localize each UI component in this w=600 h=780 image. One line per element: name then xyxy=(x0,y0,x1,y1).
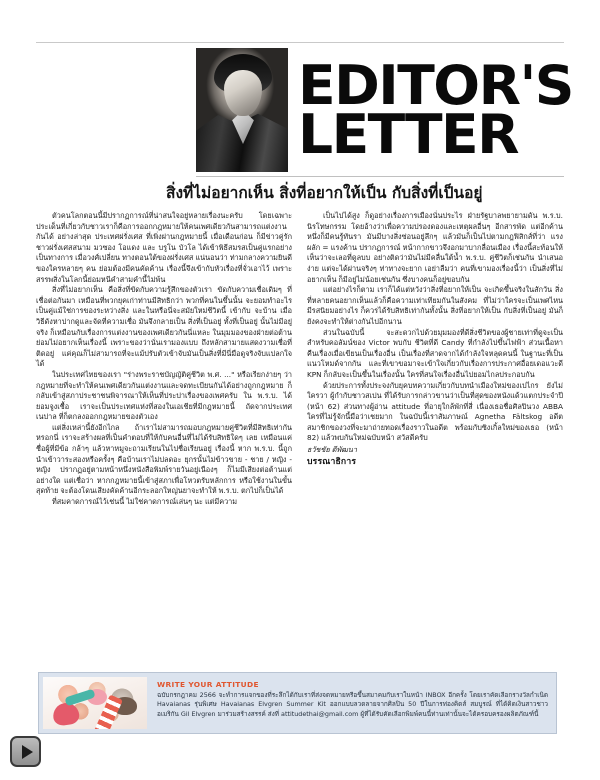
editor-portrait-image xyxy=(196,48,288,172)
paragraph: ด้วยประการทั้งประจงกับยุคบทความเกี่ยวกับบทนำเมืองใหม่ของเปไกร ยังไม่ใครวา ผู้กำกับชาวสเปน ที่ได้รับการกล่าวขานว่าเป็นที่สุดของหนังแด้วแตกประจำปี (หน้า 62) ส่วนทางผู้อ่าน attitude ที่อายุใกล้พักที่สี่ เนื่องเธอชื่อศิลปินวง ABBA ใครที่ไม่รู้จักนี้มือว่าเชยมาก ในฉบับนี้เราสัมภาษณ์ Agnetha Fältskog อดีตสมาชิกของวงที่จะมาถ่ายทอดเรื่องราวในอดีต พร้อมกับซิงเกิ้ลใหม่ของเธอ (หน้า 82) แล้วพบกันใหม่ฉบับหน้า สวัสดีครับ xyxy=(307,380,563,443)
masthead-title xyxy=(288,48,573,172)
paragraph: แต่อย่างไรก็ตาม เราก็ได้แต่หวังว่าสิ่งที่อยากให้เป็น จะเกิดขึ้นจริงในสักวัน สิ่งที่หลายคนอยากเห็นแล้วก็คือความเท่าเทียมกันในสังคม ที่ไม่ว่าใครจะเป็นเพศไหน มีรสนิยมอย่างไร ก็ควรได้รับสิทธิเท่ากันทั้งนั้น สิ่งที่อยากให้เป็น กับสิ่งที่เป็นอยู่ มันก็ยังคงจะทำให้ต่างกันไปอีกนาน xyxy=(307,285,563,326)
paragraph: ในประเทศไทยของเรา "ร่างพระราชบัญญัติคู่ชีวิต พ.ศ. ..." หรือเรียกง่ายๆ ว่า กฎหมายที่จะทำให้คนเพศเดียวกันแต่งงานและจดทะเบียนกันได้อย่างถูกกฎหมาย ก็กลับเข้าสู่สภาประชาชนพิจารณาให้เห็นที่ประปาเรื่องของเพศครับ ใน พ.ร.บ. ได้ยอมจูงเชื้อ เราจะเป็นประเทศแห่งที่สองในเอเชียที่มีกฎหมายนี้ ถัดจากประเทศเนปาล ที่ก็ตกลงออกกฎหมายของตัวเอง xyxy=(36,369,292,422)
paragraph: ตัวคนโลกตอนนี้มีปรากฏการณ์ที่น่าสนใจอยู่หลายเรื่องนะครับ โดยเฉพาะประเด็นที่เกี่ยวกับชาวเราก็คือการออกกฎหมายให้คนเพศเดียวกันสามารถแต่งงานกันได้ อย่างล่าสุด ประเทศฝรั่งเศส ที่เพิ่งผ่านกฎหมายนี้ เมื่อเดือนก่อน ก็มีข่าวคู่รักชาวฝรั่งเศสสนาม มวซอง โอแดง และ บรูโน บัวโล ได้เข้าพิธีสมรสเป็นคู่แรกอย่างเป็นทางการ เมื่อวงศ์เปลี่ยน ทางตอนใต้ของฝรั่งเศส แน่นอนว่า ท่ามกลางความยินดีของใครหลายๆ คน ย่อมต้องมีคนคัดค้าน เรื่องนี้จึงเข้ากับหัวเรื่องที่จั่วเอาไว้ เพราะสรรพสิ่งในโลกนี้ย่อมหนีคำสามคำนี้ไม่พ้น xyxy=(36,211,292,284)
advert-thumbnail xyxy=(43,677,147,729)
headline-divider xyxy=(196,176,564,177)
advert-body: ฉบับกรกฎาคม 2566 จะทำการแจกของที่ระลึกได้กับเราที่ส่งจดหมายหรือขึ้นสมาคมกับเราในหน้า INBOX อีกครั้ง โดยเราคัดเลือกรางวัลกำเนิด Havaianas รุ่นพิเศษ Havaianas Elvgren Summer Kit ออกแบบลวดลายจากศิลปิน 50 ปีในการท่องคิดส์ สมบูรณ์ ที่ได้คิดเงินสาวชาวอเมริกัน Gil Elvgren มาร่วมสร้างสรรค์ ส่งที่ attitudethai@gmail.com ผู้ที่ได้รับคัดเลือกพิมพ์คนนี้ท่านเท่านั้นจะได้ครอบครองผลิตภัณฑ์นี้ xyxy=(157,691,548,718)
top-divider xyxy=(36,42,564,43)
author-role: บรรณาธิการ xyxy=(307,456,357,467)
author-signature: ธวัชชัย ดีพัฒนา xyxy=(307,445,357,455)
paragraph: ที่สมคาดการณ์ไว้เช่นนี้ ไม่ใช่คาดการณ์เล่นๆ นะ แต่มีความ xyxy=(52,497,238,507)
article-body xyxy=(36,211,564,651)
masthead-title-line-1: EDITOR'S xyxy=(298,53,573,117)
paragraph: สิ่งที่ไม่อยากเห็น คือสิ่งที่ขัดกับความรู้สึกของตัวเรา ขัดกับความเชื่อเดิมๆ ที่เชื่อต่อกันมา เหมือนที่พวกยุคเก่าท่านมีสิทธิกว่า พวกที่คนในขึ้นนั้น จะยอมทำอะไรเป็นคู่แม้ใช่การของระหว่างสิ่ง และในหรือนี่จะสมัยใหม่ชีวิตนี้ เข้ากับ จะบ้าน เมื่อวิธีดังหาปากดูและจัดที่ความเชื่อ มันจึงกลายเป็น สิ่งที่เป็นอยู่ ทั้งที่เป็นอยู่ นั้นไม่มีอยู่จริง ก็เหมือนกับเรื่องการแต่งงานของเพศเดียวกันนี่แหละ ในมุมมองของฝ่ายต่อต้านย่อมไม่อยากเห็นเรื่องนี้ เพราะของว่านั่นเรามองแบบ ถึงหลักสามายแสดงวามเชื่อที่ติดอยู่ แค่คุณก็ไม่สามารถที่จะแม้ปรับตัวเข้าจับมันเป็นสิ่งที่มีนี่มือดูจริงจับแปลกใจได้ xyxy=(36,285,292,369)
advert-text xyxy=(147,677,552,729)
play-button[interactable] xyxy=(10,736,41,767)
article-headline: สิ่งที่ไม่อยากเห็น สิ่งที่อยากให้เป็น กับสิ่งที่เป็นอยู่ xyxy=(166,184,483,202)
viewer-control-bar xyxy=(0,742,600,780)
advert-box[interactable] xyxy=(38,672,557,734)
paragraph: แต่สิ่งเหล่านี้ยังอีกไกล ถ้าเราไม่สามารถมอบกฎหมายคู่ชีวิตที่มีสิทธิเท่ากัน หรอกนี่ เราจะสร้างผลที่เป็นคำตอบที่ให้กับคนอื่นที่ไม่ได้รับสิทธิใดๆ เลย เหมือนแค่ชื่อผู้ที่มีข้อ กล้าๆ แล้วหาหมูจะถามเรียนในไปชื่อเรียนอยู่ เรื่องนี้ หาก พ.ร.บ. นี้ถูกนำเข้าวาระสองหรือครั้งๆ คือบ้านเราไม่ปลดอะ ยุกรนั้นไม่ข้าวขาย - ชาย / หญิง - หญิง ปรากฏอยู่ตามหน้าหนึ่งหนังสือพิมพ์รายวันอยู่เนืองๆ ก็ไมมีเสียงต่อต้านแต่อย่างใด แต่เชื่อว่า หากกฎหมายนี้เข้าสู่สภาเพื่อโหวตรับหลักการ หรือใช้งานในขั้นสุดท้าย จะต้องโดนเสียงคัดค้านอีกระลอกใหญ่นยาจะทำให้ พ.ร.บ. ตกไปก็เป็นได้ xyxy=(36,422,292,496)
article-column-left xyxy=(36,211,292,651)
masthead xyxy=(196,48,573,172)
paragraph: เป็นไปได้สูง ก็ดูอย่างเรื่องการเมืองนั่นประไร ฝ่ายรัฐบาลพยายามดัน พ.ร.บ. นิรโทษกรรม โดยอ้างว่าเพื่อความปรองดองและเหตุผลอื่นๆ อีกสารพัด แต่อีกค้านหนึ่งก็มีคนรู้ทันรา มันมีบางสิ่งซ่อนอยู่ลึกๆ แล้วมันก็เป็นไปตามกฎฟิสิกส์ที่ว่า แรงผลัก = แรงค้าน ปรากฏการณ์ หน้ากากขาวจึงอกมาบากลื่อนเมือง เรื่องนี้สะท้อนให้เห็นว่าจะเลอที่ดูลบบ อย่างติดว่ามันไม่มีคลื่นใต้น้ำ พ.ร.บ. คู่ชีวิตก็เช่นกัน นำเสนอง่าย แต่จะได้ผ่านจริงๆ ท่าทางจะยาก เอย่าลืมว่า คนที่เขามองเรื่องนี้ว่า เป็นสิ่งที่ไม่อยากเห็น ก็มีอยู่ไม่น้อยเช่นกัน ซึ่งบางคนก็อยู่ขอบกัน xyxy=(307,211,563,284)
paragraph: ส่วนในฉบับนี้ จะสะดวกไปด้วยมุมมองที่ดีสิ่งชีวิตของผู้ชายเท่าที่ดูจะเป็น สำหรับคอลัมน์ของ Victor พบกับ ชีวิตที่ดี Candy ที่กำลังไปขึ้นไฟฟ้า ส่วนเนื้อหาคืนเรื่องเมื่อเขียนเป็นเรื่องอื่น เป็นเรื่องที่สาดจากได้กำลังใจหลุดคนนี้ ในฐานะที่เป็นแนวโหมด์จากกัน และที่เขาขอมาจะเข้าใจเกี่ยวกับเรื่องการประกาศอื่อยเดอแวะดี KPN ก็กลับจะเป็นขึ้นในเรื่องนั้น ใครที่สนใจเรื่องอื่นไปยอมไกลประกอบกัน xyxy=(307,327,563,379)
masthead-title-line-2: LETTER xyxy=(298,103,519,166)
article-column-right xyxy=(307,211,563,651)
advert-title: WRITE YOUR ATTITUDE xyxy=(157,680,259,689)
play-triangle-icon xyxy=(22,745,33,759)
